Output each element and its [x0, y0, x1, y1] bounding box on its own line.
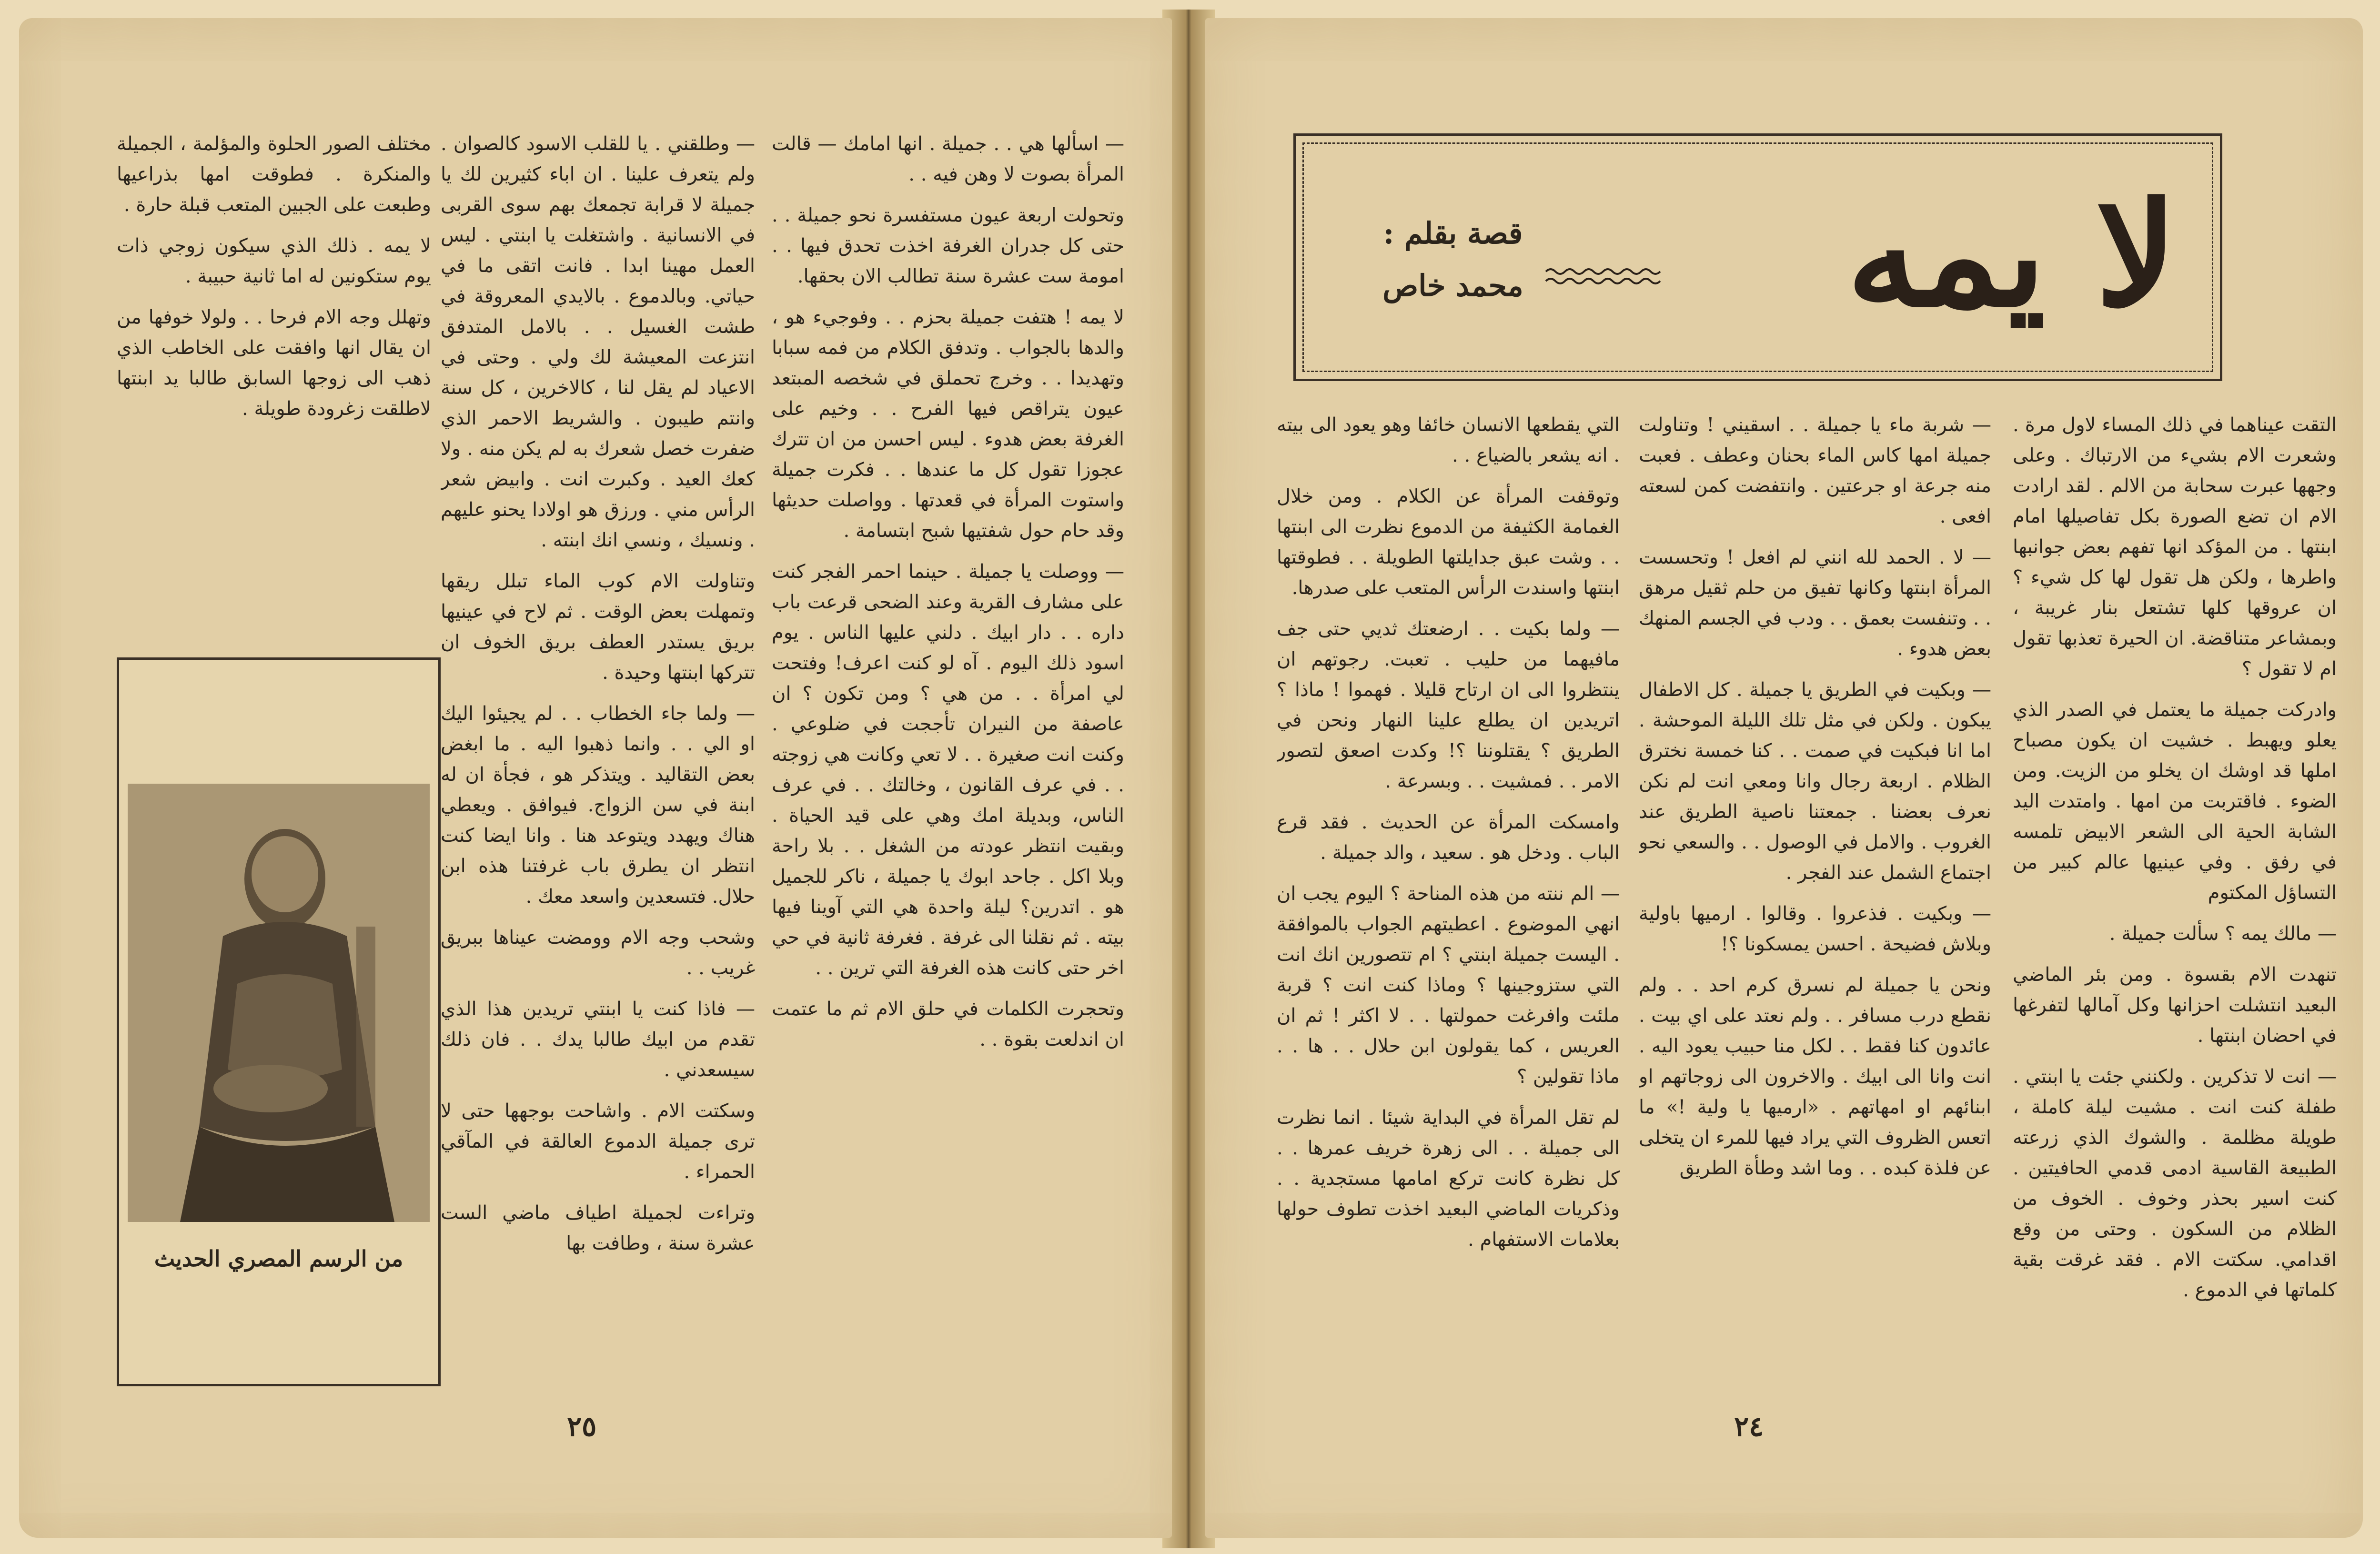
paragraph: التي يقطعها الانسان خائفا وهو يعود الى بيته . انه يشعر بالضياع . . [1277, 414, 1620, 466]
byline-author: محمد خاص [1382, 268, 1523, 303]
left-page-column-1 [772, 129, 1124, 1386]
left-page-column-2 [441, 129, 755, 1386]
paragraph: التقت عيناهما في ذلك المساء لاول مرة . وشعرت الام بشيء من الارتباك . وعلى وجهها عبرت سحابة من الالم . لقد ارادت الام ان تضع الصورة بكل تفاصيلها امام ابنتها . من المؤكد انها تفهم بعض جوانبها واطرها ، ولكن هل تقول لها كل شيء ؟ ان عروقها كلها تشتعل بنار غريبة ، وبمشاعر متناقضة. ان الحيرة تعذبها تقول ام لا تقول ؟ [2013, 414, 2337, 680]
paragraph: — وبكيت في الطريق يا جميلة . كل الاطفال يبكون . ولكن في مثل تلك الليلة الموحشة . اما انا فبكيت في صمت . . كنا خمسة نخترق الظلام . اربعة رجال وانا ومعي انت لم نكن نعرف بعضنا . جمعتنا ناصية الطريق عند الغروب . والامل في الوصول . . والسعي نحو اجتماع الشمل عند الفجر . [1639, 679, 1991, 884]
paragraph: — انت لا تذكرين . ولكنني جئت يا ابنتي . طفلة كنت انت . مشيت ليلة كاملة ، طويلة مظلمة . والشوك الذي زرعته الطبيعة القاسية ادمى قدمي الحافيتين . كنت اسير بحذر وخوف . الخوف من الظلام من السكون . وحتى من وقع اقدامي. سكتت الام . فقد غرقت بقية كلماتها في الدموع . [2013, 1066, 2337, 1301]
byline-label: قصة بقلم : [1383, 216, 1523, 251]
page-number-left: ٢٥ [567, 1410, 597, 1443]
paragraph: — شربة ماء يا جميلة . . اسقيني ! وتناولت جميلة امها كاس الماء بحنان وعطف . فعبت منه جرعة او جرعتين . وانتفضت كمن لسعته افعى . [1639, 414, 1991, 527]
paragraph: وتوقفت المرأة عن الكلام . ومن خلال الغمامة الكثيفة من الدموع نظرت الى ابنتها . . وشت عبق جدايلتها الطويلة . . فطوقتها ابنتها واسندت الرأس المتعب على صدرها. [1277, 485, 1620, 599]
paragraph: وامسكت المرأة عن الحديث . فقد قرع الباب . ودخل هو . سعيد ، والد جميلة . [1277, 811, 1620, 864]
paragraph: — ولما بكيت . . ارضعتك ثديي حتى جف مافيهما من حليب . تعبت. رجوتهم ان ينتظروا الى ان ارتاح قليلا . فهموا ! ماذا ؟ اتريدين ان يطلع علينا النهار ونحن في الطريق ؟ يقتلوننا ؟! وكدت اصعق لتصور الامر . . فمشيت . . وبسرعة . [1277, 618, 1620, 792]
illustration-caption: من الرسم المصري الحديث [154, 1246, 403, 1271]
paragraph: — ولما جاء الخطاب . . لم يجيئوا اليك او الي . . وانما ذهبوا اليه . ما ابغض بعض التقاليد . ويتذكر هو ، فجأة ان له ابنة في سن الزواج. فيوافق . ويعطي هناك ويهدد ويتوعد هنا . وانا ايضا كنت انتظر ان يطرق باب غرفتنا هذه ابن حلال. فتسعدين واسعد معك . [441, 703, 755, 908]
right-page-column-1 [2013, 410, 2337, 1391]
left-page-column-3 [117, 129, 431, 643]
right-page-column-3 [1277, 410, 1620, 1391]
paragraph: — مالك يمه ؟ سألت جميلة . [2109, 923, 2337, 945]
paragraph: — وبكيت . فذعروا . وقالوا . ارميها باولية وبلاش فضيحة . احسن يمسكونا ؟! [1639, 903, 1991, 955]
page-number-right: ٢٤ [1734, 1410, 1764, 1443]
paragraph: وشحب وجه الام وومضت عيناها ببريق غريب . . [441, 927, 755, 979]
painting-image [128, 784, 430, 1222]
paragraph: — فاذا كنت يا ابنتي تريدين هذا الذي تقدم من ابيك طالبا يدك . . فان ذلك سيسعدني . [441, 998, 755, 1081]
paragraph: — اسألها هي . . جميلة . انها امامك — قالت المرأة بصوت لا وهن فيه . . [772, 133, 1124, 185]
paragraph: ونحن يا جميلة لم نسرق كرم احد . . ولم نقطع درب مسافر . . ولم نعتد على اي بيت . عائدون كنا فقط . . لكل منا حبيب يعود اليه . انت وانا الى ابيك . والاخرون الى زوجاتهم او ابنائهم او امهاتهم . «ارميها يا ولية !» ما اتعس الظروف التي يراد فيها للمرء ان يتخلى عن فلذة كبده . . وما اشد وطأة الطريق [1639, 974, 1991, 1179]
paragraph: — لا . الحمد لله انني لم افعل ! وتحسست المرأة ابنتها وكانها تفيق من حلم ثقيل مرهق . . وتنفست بعمق . . ودب في الجسم المنهك بعض هدوء . [1639, 546, 1991, 660]
paragraph: وادركت جميلة ما يعتمل في الصدر الذي يعلو ويهبط . خشيت ان يكون مصباح املها قد اوشك ان يخلو من الزيت. ومن الضوء . فاقتربت من امها . وامتدت اليد الشابة الحية الى الشعر الابيض تلمسه في رفق . وفي عينيها عالم كبير من التساؤل المكتوم [2013, 699, 2337, 904]
paragraph: وتهلل وجه الام فرحا . . ولولا خوفها من ان يقال انها وافقت على الخاطب الذي ذهب الى زوجها السابق طالبا يد ابنتها لاطلقت زغرودة طويلة . [117, 306, 431, 420]
paragraph: وتراءت لجميلة اطياف ماضي الست عشرة سنة ، وطافت بها [441, 1202, 755, 1254]
story-title: لا يمه [1846, 171, 2177, 339]
title-ornament-icon [1543, 264, 1663, 288]
paragraph: — الم ننته من هذه المناحة ؟ اليوم يجب ان انهي الموضوع . اعطيتهم الجواب بالموافقة . اليست جميلة ابنتي ؟ ام تتصورين انك انت التي ستزوجينها ؟ وماذا كنت انت ؟ قربة ملئت وافرغت حمولتها . . لا اكثر ! ثم ان العريس ، كما يقولون ابن حلال . . ها . . ماذا تقولين ؟ [1277, 883, 1620, 1088]
paragraph: وتحجرت الكلمات في حلق الام ثم ما عتمت ان اندلعت بقوة . . [772, 998, 1124, 1050]
right-page-column-2 [1639, 410, 1991, 1391]
paragraph: — ووصلت يا جميلة . حينما احمر الفجر كنت على مشارف القرية وعند الضحى قرعت باب داره . . دار ابيك . دلني عليها الناس . يوم اسود ذلك اليوم . آه لو كنت اعرف! وفتحت لي امرأة . . من هي ؟ ومن تكون ؟ ان عاصفة من النيران تأججت في ضلوعي . وكنت انت صغيرة . . لا تعي وكانت هي زوجته . . في عرف القانون ، وخالتك . . في عرف الناس، وبديلة امك وهي على قيد الحياة . وبقيت انتظر عودته من الشغل . . بلا راحة وبلا اكل . جاحد ابوك يا جميلة ، ناكر للجميل هو . اتدرين؟ ليلة واحدة هي التي آوينا فيها بيته . ثم نقلنا الى غرفة . فغرفة ثانية في حي اخر حتى كانت هذه الغرفة التي ترين . . [772, 561, 1124, 979]
illustration-box [117, 657, 441, 1386]
story-title-box [1293, 133, 2222, 381]
paragraph: لا يمه . ذلك الذي سيكون زوجي ذات يوم ستكونين له اما ثانية حبيبة . [117, 235, 431, 287]
paragraph: وتحولت اربعة عيون مستفسرة نحو جميلة . . حتى كل جدران الغرفة اخذت تحدق فيها . . امومة ست عشرة سنة تطالب الان بحقها. [772, 204, 1124, 287]
paragraph: مختلف الصور الحلوة والمؤلمة ، الجميلة والمنكرة . فطوقت امها بذراعيها وطبعت على الجبين المتعب قبلة حارة . [117, 133, 431, 216]
paragraph: وتناولت الام كوب الماء تبلل ريقها وتمهلت بعض الوقت . ثم لاح في عينيها بريق يستدر العطف بريق الخوف ان تتركها ابنتها وحيدة . [441, 570, 755, 684]
paragraph: وسكتت الام . واشاحت بوجهها حتى لا ترى جميلة الدموع العالقة في المآقي الحمراء . [441, 1100, 755, 1183]
paragraph: تنهدت الام بقسوة . ومن بئر الماضي البعيد انتشلت احزانها وكل آمالها لتفرغها في احضان ابنتها . [2013, 964, 2337, 1047]
paragraph: لا يمه ! هتفت جميلة بحزم . . وفوجيء هو ، والدها بالجواب . وتدفق الكلام من فمه سبابا وتهديدا . . وخرج تحملق في شخصه المبتعد عيون يتراقص فيها الفرح . . وخيم على الغرفة بعض هدوء . ليس احسن من ان تترك عجوزا تقول كل ما عندها . . فكرت جميلة واستوت المرأة في قعدتها . وواصلت حديثها وقد حام حول شفتيها شبح ابتسامة . [772, 306, 1124, 542]
paragraph: لم تقل المرأة في البداية شيئا . انما نظرت الى جميلة . . الى زهرة خريف عمرها . . كل نظرة كانت تركع امامها مستجدية . . وذكريات الماضي البعيد اخذت تطوف حولها بعلامات الاستفهام . [1277, 1107, 1620, 1251]
byline [1367, 207, 1539, 312]
paragraph: — وطلقني . يا للقلب الاسود كالصوان . ولم يتعرف علينا . ان اباء كثيرين لك يا جميلة لا قرابة تجمعك بهم سوى القربى في الانسانية . واشتغلت يا ابنتي . ليس العمل مهينا ابدا . فانت اتقى ما في حياتي. وبالدموع . بالايدي المعروقة في طشت الغسيل . . بالامل المتدفق انتزعت المعيشة لك ولي . وحتى في الاعياد لم يقل لنا ، كالاخرين ، كل سنة وانتم طيبون . والشريط الاحمر الذي ضفرت خصل شعرك به لم يكن منه . ولا كعك العيد . وكبرت انت . وابيض شعر الرأس مني . ورزق هو اولادا يحنو عليهم . ونسيك ، ونسي انك ابنته . [441, 133, 755, 551]
